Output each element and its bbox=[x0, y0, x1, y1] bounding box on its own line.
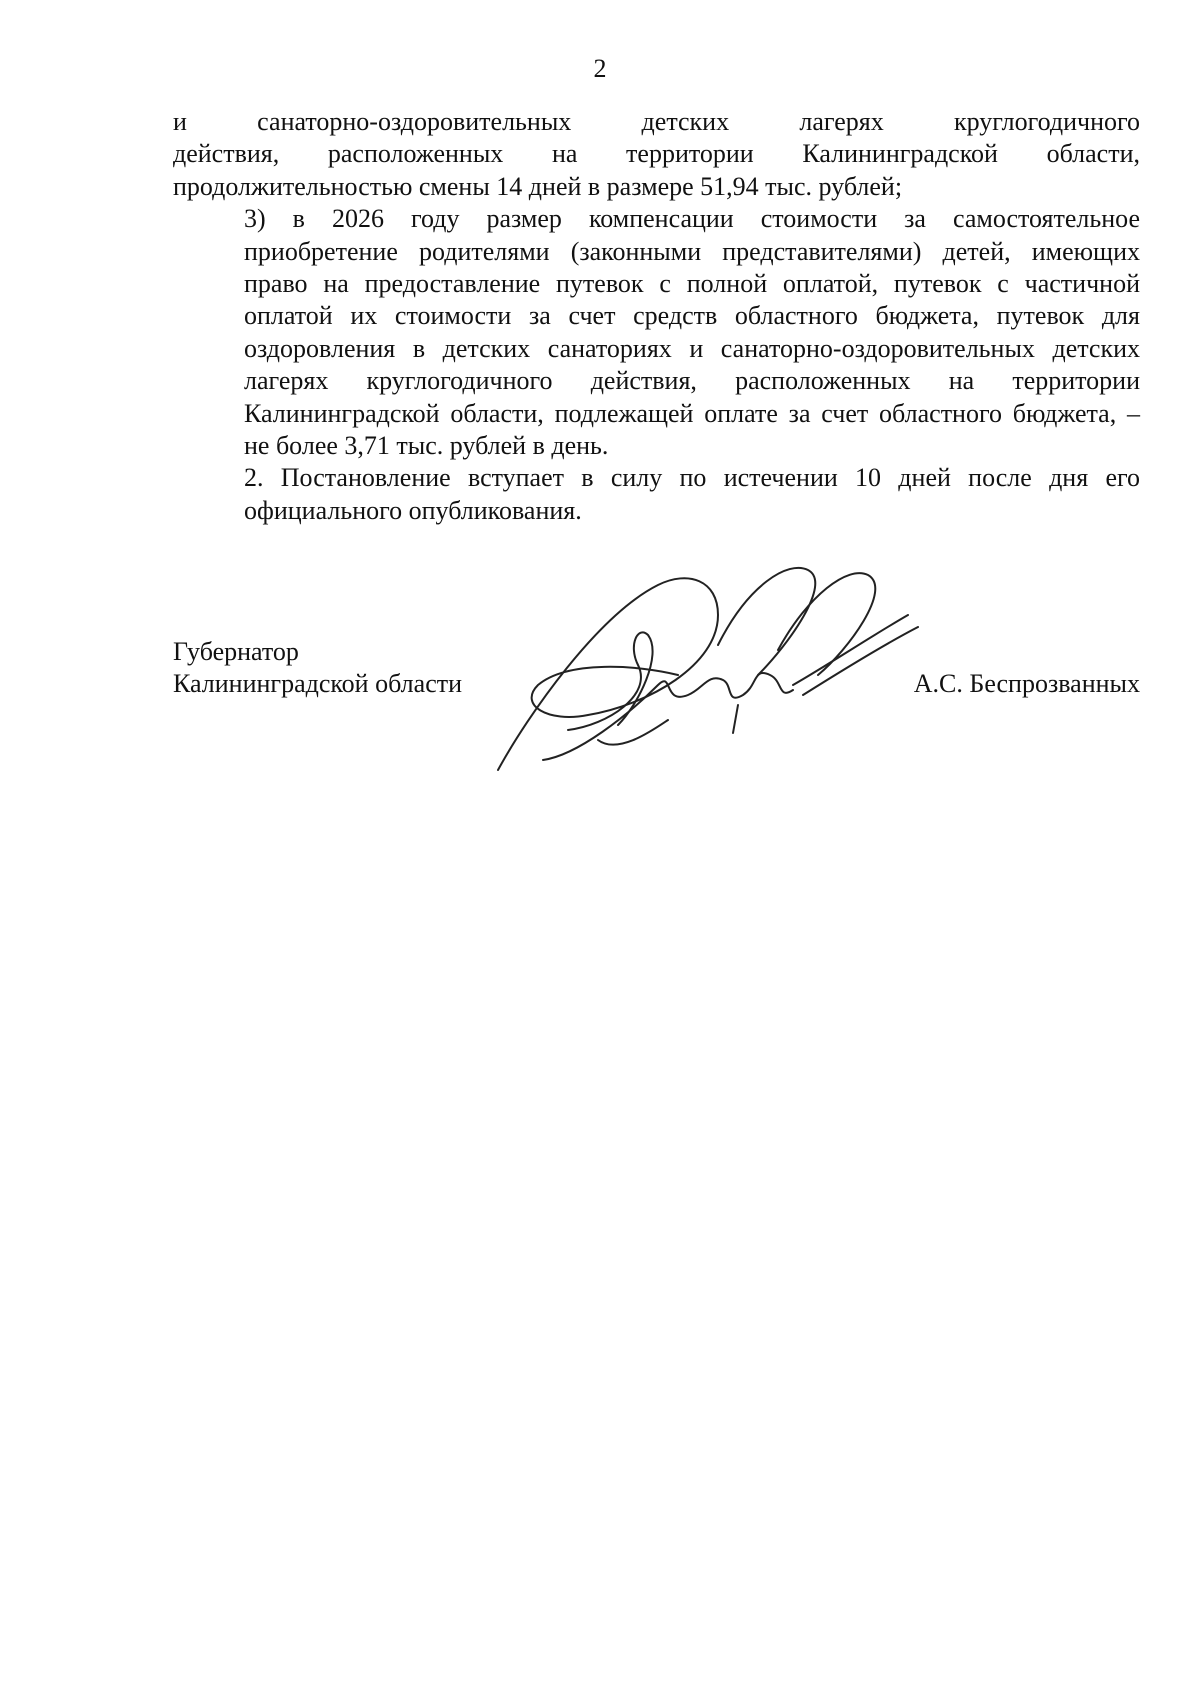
text-line: официального опубликования. bbox=[244, 495, 582, 525]
text-line: оздоровления в детских санаториях и санаторно-оздоровительных детских bbox=[244, 333, 1140, 363]
paragraph-continuation bbox=[173, 106, 1140, 203]
paragraph-item-3 bbox=[173, 203, 1140, 462]
text-line: и санаторно-оздоровительных детских лагерях круглогодичного bbox=[173, 107, 1140, 136]
text-line: 3) в 2026 году размер компенсации стоимости за самостоятельное bbox=[244, 204, 1140, 234]
text-line: оплатой их стоимости за счет средств областного бюджета, путевок для bbox=[244, 301, 1140, 331]
text-line: право на предоставление путевок с полной оплатой, путевок с частичной bbox=[244, 269, 1140, 299]
text-line: не более 3,71 тыс. рублей в день. bbox=[244, 431, 609, 461]
signatory-title bbox=[173, 636, 462, 701]
signatory-name: А.С. Беспрозванных bbox=[913, 669, 1140, 698]
signatory-title-line: Калининградской области bbox=[173, 669, 463, 699]
text-line: действия, расположенных на территории Калининградской области, bbox=[173, 139, 1140, 169]
text-line: 2. Постановление вступает в силу по истечении 10 дней после дня его bbox=[244, 463, 1140, 493]
text-line: Калининградской области, подлежащей оплате за счет областного бюджета, – bbox=[244, 398, 1140, 428]
handwritten-signature bbox=[488, 555, 928, 795]
paragraph-section-2 bbox=[173, 462, 1140, 527]
document-body bbox=[173, 106, 1140, 527]
signatory-title-line: Губернатор bbox=[173, 637, 299, 666]
text-line: приобретение родителями (законными представителями) детей, имеющих bbox=[244, 236, 1140, 266]
text-line: лагерях круглогодичного действия, расположенных на территории bbox=[244, 366, 1140, 396]
page-number: 2 bbox=[593, 54, 607, 83]
text-line: продолжительностью смены 14 дней в размере 51,94 тыс. рублей; bbox=[173, 171, 903, 201]
